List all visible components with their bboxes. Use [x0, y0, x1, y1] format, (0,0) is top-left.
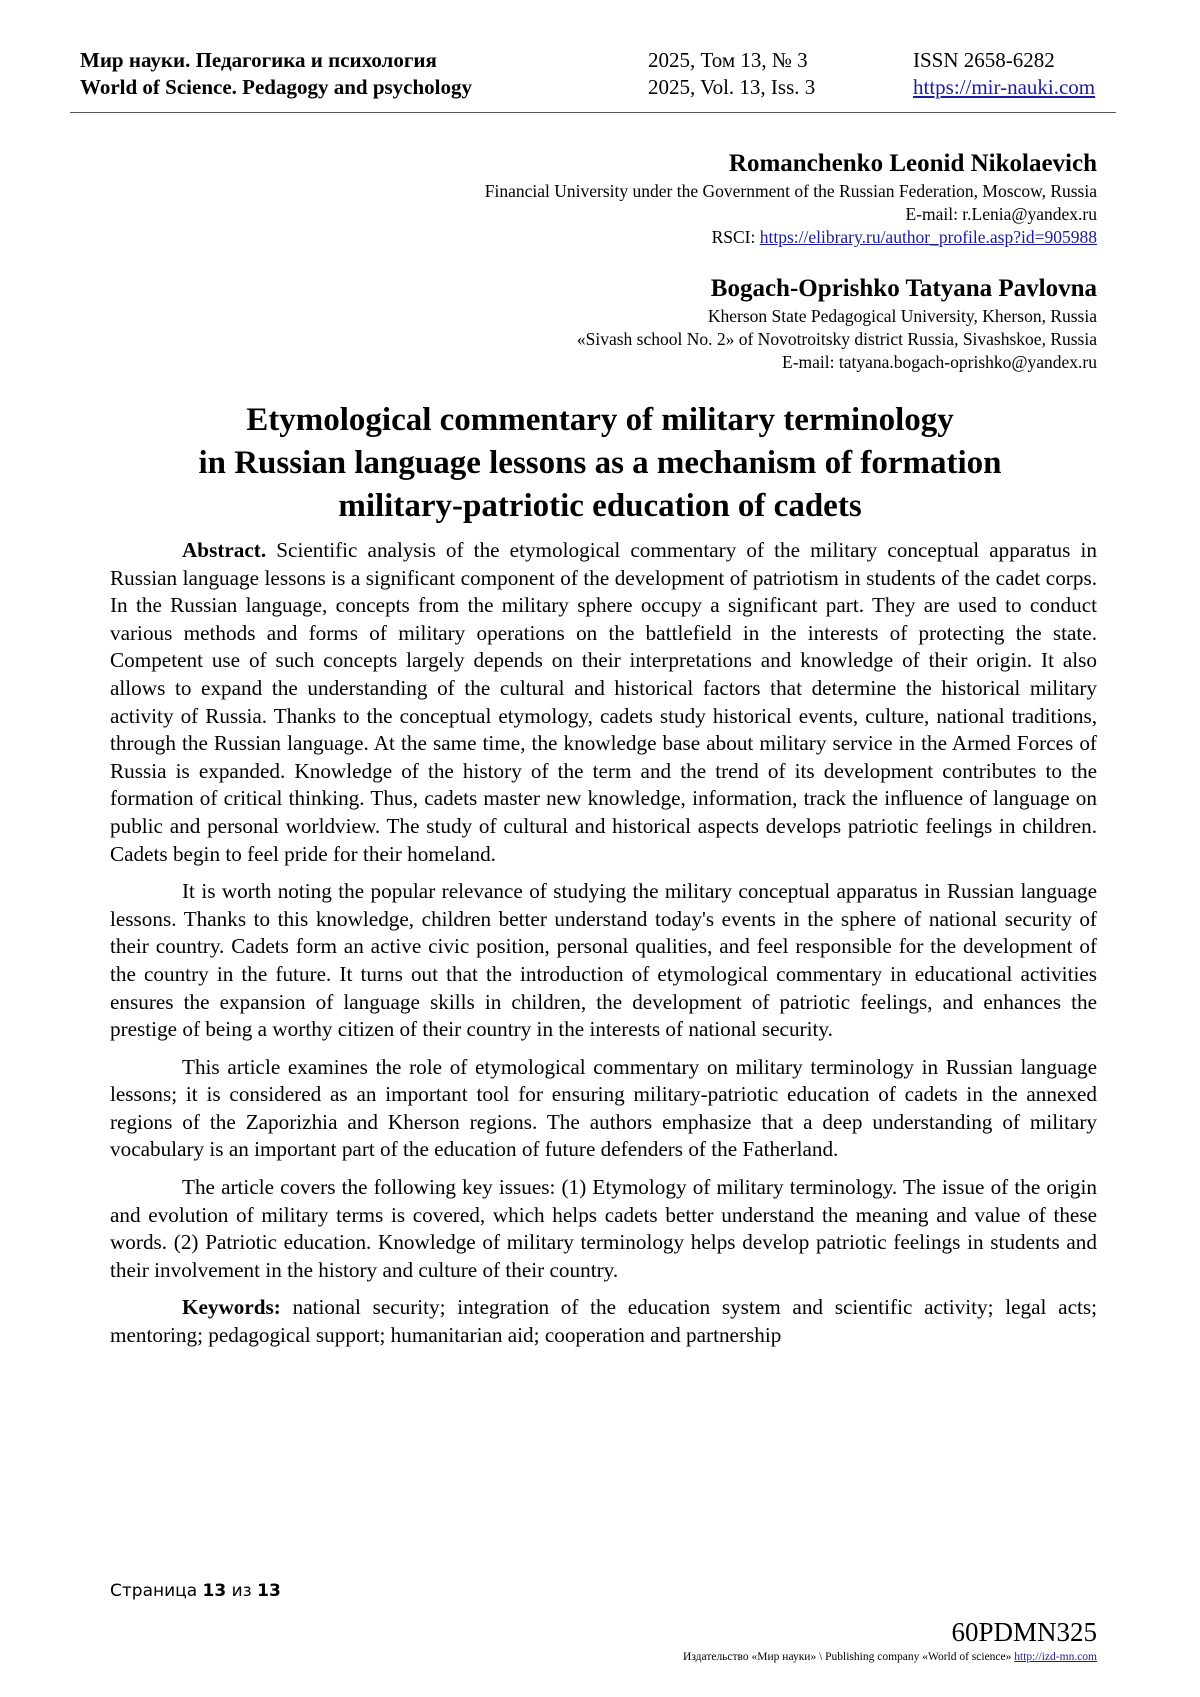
rsci-label: RSCI: [711, 227, 760, 247]
issn: ISSN 2658-6282 [913, 48, 1055, 72]
abstract-label: Abstract. [182, 538, 267, 562]
author-email: E-mail: tatyana.bogach-oprishko@yandex.ru [782, 352, 1097, 372]
body-paragraph: This article examines the role of etymological commentary on military terminology in Russian language lessons; it is considered as an important tool for ensuring military-patriotic education of cadets in the annexed regions of the Zaporizhia and Kherson regions. The authors emphasize that a deep understanding of military vocabulary is an important part of the education of future defenders of the Fatherland. [110, 1054, 1097, 1162]
page-total: 13 [257, 1581, 281, 1601]
author-rsci [485, 226, 1097, 249]
publisher-link[interactable]: http://izd-mn.com [1014, 1651, 1097, 1663]
page-current: 13 [202, 1581, 227, 1601]
author-name: Bogach-Oprishko Tatyana Pavlovna [710, 275, 1097, 302]
journal-name-ru: Мир науки. Педагогика и психология [80, 48, 437, 72]
keywords-paragraph [110, 1294, 1097, 1349]
publisher-line [683, 1650, 1097, 1665]
author-block-2 [577, 273, 1097, 374]
rsci-link[interactable]: https://elibrary.ru/author_profile.asp?id=905988 [759, 227, 1097, 247]
page-prefix: Страница [110, 1581, 203, 1601]
journal-site-link[interactable] [913, 74, 1095, 101]
title-line: Etymological commentary of military terminology [246, 402, 954, 438]
keywords-label: Keywords: [182, 1295, 281, 1320]
article-body [110, 537, 1097, 1360]
author-affiliation: Financial University under the Government of the Russian Federation, Moscow, Russia [484, 181, 1097, 201]
journal-site-url[interactable]: https://mir-nauki.com [913, 75, 1096, 99]
author-block-1 [485, 148, 1097, 249]
publisher-text: Издательство «Мир науки» \ Publishing company «World of science» [683, 1651, 1015, 1663]
page-mid: из [226, 1581, 258, 1601]
author-email: E-mail: r.Lenia@yandex.ru [905, 204, 1097, 224]
abstract-paragraph [110, 537, 1097, 868]
body-paragraph: The article covers the following key issues: (1) Etymology of military terminology. The issue of the origin and evolution of military terms is covered, which helps cadets better understand the meaning and value of these words. (2) Patriotic education. Knowledge of military terminology helps develop patriotic feelings in students and their involvement in the history and culture of their country. [110, 1175, 1097, 1282]
header-divider [70, 112, 1116, 113]
author-affiliation: Kherson State Pedagogical University, Kherson, Russia [707, 306, 1097, 326]
journal-name-en: World of Science. Pedagogy and psychology [80, 75, 473, 99]
body-paragraph: It is worth noting the popular relevance of studying the military conceptual apparatus in Russian language lessons. Thanks to this knowledge, children better understand today's events in the sphere of national security of their country. Cadets form an active civic position, personal qualities, and feel responsible for the development of the country in the future. It turns out that the introduction of etymological commentary in educational activities ensures the expansion of language skills in children, the development of patriotic feelings, and enhances the prestige of being a worthy citizen of their country in the interests of national security. [110, 879, 1097, 1042]
title-line: in Russian language lessons as a mechanism of formation [198, 445, 1002, 481]
author-name: Romanchenko Leonid Nikolaevich [728, 150, 1097, 177]
author-affiliation: «Sivash school No. 2» of Novotroitsky district Russia, Sivashskoe, Russia [576, 329, 1097, 349]
issue-en: 2025, Vol. 13, Iss. 3 [648, 75, 816, 99]
page-number [110, 1581, 281, 1601]
abstract-text: Scientific analysis of the etymological commentary of the military conceptual apparatus in Russian language lessons is a significant component of the development of patriotism in students of the cadet corps. In the Russian language, concepts from the military sphere occupy a significant part. They are used to conduct various methods and forms of military operations on the battlefield in the interests of protecting the state. Competent use of such concepts largely depends on their interpretations and knowledge of their origin. It also allows to expand the understanding of the cultural and historical factors that determine the historical military activity of Russia. Thanks to the conceptual etymology, cadets study historical events, culture, national traditions, through the Russian language. At the same time, the knowledge base about military service in the Armed Forces of Russia is expanded. Knowledge of the history of the term and the trend of its development contributes to the formation of critical thinking. Thus, cadets master new knowledge, information, track the influence of language on public and personal worldview. The study of cultural and historical aspects develops patriotic feelings in children. Cadets begin to feel pride for their homeland. [110, 538, 1097, 866]
title-line: military-patriotic education of cadets [338, 488, 862, 524]
article-code: 60PDMN325 [951, 1617, 1097, 1647]
issue-ru: 2025, Том 13, № 3 [648, 48, 808, 72]
article-title [100, 399, 1100, 528]
keywords-text: national security; integration of the education system and scientific activity; legal acts; mentoring; pedagogical support; humanitarian aid; cooperation and partnership [110, 1295, 1097, 1348]
